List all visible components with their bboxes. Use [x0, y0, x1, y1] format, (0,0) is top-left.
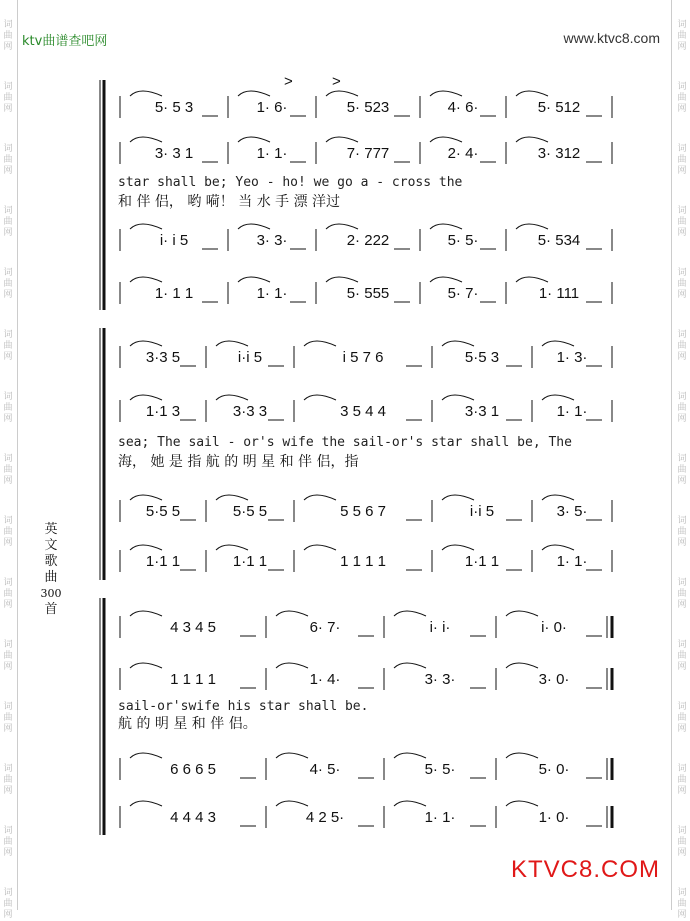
slur	[326, 91, 358, 96]
slur	[506, 611, 538, 616]
slur	[506, 663, 538, 668]
accent-mark: >	[284, 73, 293, 90]
slur	[130, 341, 162, 346]
note-group: i·i 5	[237, 349, 263, 366]
site-title: ktv曲谱查吧网	[22, 34, 108, 49]
note-group: 1· 3·	[556, 349, 588, 366]
watermark-glyph: 词 曲 网	[3, 764, 13, 796]
note-group: 3· 5·	[556, 503, 588, 520]
note-group: 3· 0·	[538, 671, 570, 688]
note-group: 5· 7·	[447, 285, 479, 302]
slur	[516, 137, 548, 142]
note-group: 1· 1·	[556, 553, 588, 570]
note-group: 5 5 6 7	[340, 503, 386, 520]
note-group: 4· 5·	[309, 761, 341, 778]
note-group: 5· 5·	[447, 232, 479, 249]
slur	[130, 753, 162, 758]
note-group: i· 0·	[541, 619, 567, 636]
note-group: 3· 3·	[256, 232, 288, 249]
note-group: 3·3 1	[464, 403, 500, 420]
note-group: 5·5 5	[232, 503, 268, 520]
note-group: 3· 312	[537, 145, 581, 162]
slur	[276, 663, 308, 668]
slur	[506, 801, 538, 806]
slur	[130, 137, 162, 142]
slur	[304, 545, 336, 550]
note-group: 5·5 3	[464, 349, 500, 366]
watermark-glyph: 词 曲 网	[677, 640, 687, 672]
watermark-glyph: 词 曲 网	[677, 144, 687, 176]
slur	[394, 611, 426, 616]
note-group: i·i 5	[469, 503, 495, 520]
slur	[516, 224, 548, 229]
slur	[216, 395, 248, 400]
note-group: 1 1 1 1	[340, 553, 386, 570]
lyric-english: star shall be; Yeo - ho! we go a - cross the	[118, 175, 463, 190]
slur	[326, 224, 358, 229]
note-group: 2· 222	[346, 232, 390, 249]
note-group: 3· 3 1	[154, 145, 194, 162]
slur	[216, 545, 248, 550]
lyric-english: sea; The sail - or's wife the sail-or's star shall be, The	[118, 435, 572, 450]
watermark-glyph: 词 曲 网	[3, 82, 13, 114]
note-group: 4 3 4 5	[170, 619, 216, 636]
note-group: 1· 1·	[256, 145, 288, 162]
note-group: i· i·	[429, 619, 451, 636]
slur	[130, 224, 162, 229]
lyric-chinese: 海， 她 是 指 航 的 明 星 和 伴 侣，指	[118, 454, 359, 470]
note-group: 6· 7·	[309, 619, 341, 636]
watermark-glyph: 词 曲 网	[677, 764, 687, 796]
slur	[542, 495, 574, 500]
lyric-english: sail-or'swife his star shall be.	[118, 699, 369, 714]
watermark-glyph: 词 曲 网	[677, 392, 687, 424]
accent-mark: >	[332, 73, 341, 90]
note-group: 1·1 3	[145, 403, 181, 420]
slur	[442, 495, 474, 500]
note-group: 1· 111	[538, 285, 580, 302]
watermark-glyph: 词 曲 网	[3, 206, 13, 238]
watermark-glyph: 词 曲 网	[677, 330, 687, 362]
note-group: 5· 523	[346, 99, 390, 116]
watermark-glyph: 词 曲 网	[677, 578, 687, 610]
slur	[542, 341, 574, 346]
watermark-glyph: 词 曲 网	[3, 330, 13, 362]
note-group: 3·3 5	[145, 349, 181, 366]
lyric-chinese: 和 伴 侣， 哟 嗬！ 当 水 手 漂 洋过	[118, 194, 341, 210]
note-group: 5· 555	[346, 285, 390, 302]
watermark-glyph: 词 曲 网	[3, 888, 13, 920]
note-group: i 5 7 6	[342, 349, 384, 366]
note-group: 3 5 4 4	[340, 403, 386, 420]
note-group: 1·1 1	[464, 553, 500, 570]
footer-logo: KTVC8.COM	[510, 856, 660, 883]
note-group: 5· 0·	[538, 761, 570, 778]
note-group: 5· 512	[537, 99, 581, 116]
watermark-glyph: 词 曲 网	[677, 702, 687, 734]
slur	[130, 545, 162, 550]
slur	[304, 395, 336, 400]
watermark-glyph: 词 曲 网	[677, 454, 687, 486]
note-group: 5· 5·	[424, 761, 456, 778]
slur	[542, 395, 574, 400]
note-group: 7· 777	[346, 145, 390, 162]
book-label: 英 文 歌 曲 300 首	[40, 522, 62, 617]
watermark-glyph: 词 曲 网	[677, 82, 687, 114]
watermark-glyph: 词 曲 网	[677, 516, 687, 548]
slur	[430, 137, 462, 142]
slur	[130, 663, 162, 668]
slur	[442, 545, 474, 550]
site-url[interactable]: www.ktvc8.com	[563, 30, 660, 46]
note-group: 1· 1·	[256, 285, 288, 302]
slur	[430, 277, 462, 282]
slur	[442, 341, 474, 346]
note-group: 1 1 1 1	[170, 671, 216, 688]
slur	[238, 137, 270, 142]
watermark-glyph: 词 曲 网	[3, 516, 13, 548]
note-group: 1· 6·	[256, 99, 288, 116]
slur	[394, 801, 426, 806]
slur	[130, 495, 162, 500]
note-group: 1· 4·	[309, 671, 341, 688]
slur	[238, 224, 270, 229]
slur	[430, 91, 462, 96]
note-group: 5· 5 3	[154, 99, 194, 116]
slur	[542, 545, 574, 550]
note-group: 1·1 1	[232, 553, 268, 570]
note-group: 1· 1·	[556, 403, 588, 420]
watermark-glyph: 词 曲 网	[3, 578, 13, 610]
note-group: 1· 0·	[538, 809, 570, 826]
note-group: 5· 534	[537, 232, 581, 249]
lyric-chinese: 航 的 明 星 和 伴 侣。	[118, 716, 257, 732]
watermark-glyph: 词 曲 网	[3, 268, 13, 300]
slur	[130, 611, 162, 616]
watermark-glyph: 词 曲 网	[677, 888, 687, 920]
note-group: 2· 4·	[447, 145, 479, 162]
slur	[276, 611, 308, 616]
slur	[238, 277, 270, 282]
slur	[326, 277, 358, 282]
watermark-glyph: 词 曲 网	[677, 20, 687, 52]
note-group: 6 6 6 5	[170, 761, 216, 778]
slur	[394, 753, 426, 758]
slur	[276, 801, 308, 806]
slur	[394, 663, 426, 668]
slur	[516, 277, 548, 282]
note-group: 3·3 3	[232, 403, 268, 420]
watermark-glyph: 词 曲 网	[3, 20, 13, 52]
note-group: 1· 1 1	[154, 285, 194, 302]
slur	[506, 753, 538, 758]
watermark-glyph: 词 曲 网	[677, 826, 687, 858]
slur	[430, 224, 462, 229]
note-group: 1·1 1	[145, 553, 181, 570]
slur	[276, 753, 308, 758]
slur	[130, 395, 162, 400]
slur	[216, 495, 248, 500]
note-group: 4 4 4 3	[170, 809, 216, 826]
slur	[130, 277, 162, 282]
note-group: 3· 3·	[424, 671, 456, 688]
watermark-glyph: 词 曲 网	[677, 268, 687, 300]
slur	[516, 91, 548, 96]
watermark-glyph: 词 曲 网	[3, 454, 13, 486]
slur	[304, 495, 336, 500]
watermark-glyph: 词 曲 网	[677, 206, 687, 238]
note-group: 4 2 5·	[305, 809, 345, 826]
note-group: 1· 1·	[424, 809, 456, 826]
slur	[442, 395, 474, 400]
slur	[304, 341, 336, 346]
note-group: 4· 6·	[447, 99, 479, 116]
watermark-glyph: 词 曲 网	[3, 826, 13, 858]
watermark-glyph: 词 曲 网	[3, 702, 13, 734]
note-group: i· i 5	[159, 232, 189, 249]
slur	[130, 91, 162, 96]
slur	[238, 91, 270, 96]
slur	[130, 801, 162, 806]
watermark-glyph: 词 曲 网	[3, 392, 13, 424]
note-group: 5·5 5	[145, 503, 181, 520]
watermark-glyph: 词 曲 网	[3, 640, 13, 672]
slur	[216, 341, 248, 346]
slur	[326, 137, 358, 142]
watermark-glyph: 词 曲 网	[3, 144, 13, 176]
